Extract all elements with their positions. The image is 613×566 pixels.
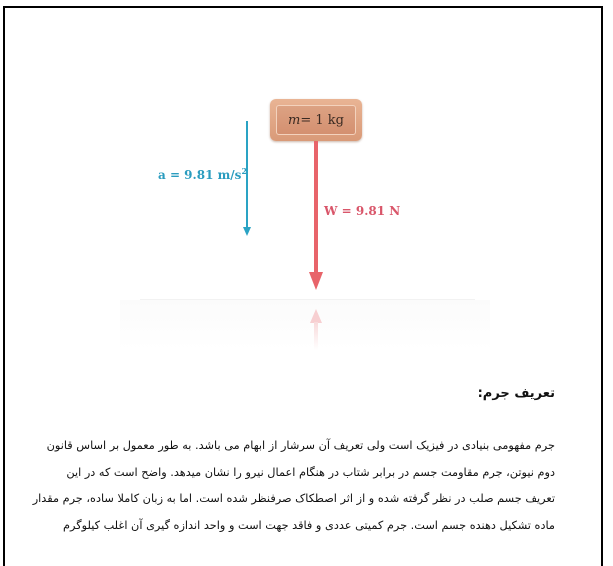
paragraph-line: دوم نیوتن، جرم مقاومت جسم در برابر شتاب در هنگام اعمال نیرو را نشان میدهد. واضح است که در این xyxy=(66,465,555,479)
acceleration-exponent: 2 xyxy=(241,166,248,176)
weight-arrow-shaft xyxy=(314,141,318,274)
paragraph-line: ماده تشکیل دهنده جسم است. جرم کمیتی عددی و فاقد جهت است و واحد اندازه گیری آن اغلب کیلوگرم xyxy=(63,518,555,532)
reflection-arrow-shaft xyxy=(314,322,318,350)
mass-box xyxy=(270,99,362,141)
section-paragraph xyxy=(32,433,555,539)
acceleration-label xyxy=(158,166,247,182)
figure-reflection xyxy=(120,300,490,350)
mass-label xyxy=(276,105,356,135)
reflection-arrow-head-icon xyxy=(310,309,322,323)
weight-arrow-head-icon xyxy=(309,272,323,290)
section-heading: تعریف جرم: xyxy=(477,386,555,401)
weight-label: W = 9.81 N xyxy=(324,204,401,218)
floor-line xyxy=(140,299,475,300)
paragraph-line: جرم مفهومی بنیادی در فیزیک است ولی تعریف آن سرشار از ابهام می باشد. به طور معمول بر اساس قانون xyxy=(46,439,555,452)
acceleration-arrow-head-icon xyxy=(243,227,251,236)
acceleration-text: a = 9.81 m/s xyxy=(158,168,242,182)
mass-value: = 1 kg xyxy=(300,112,344,128)
mass-variable: m xyxy=(288,112,301,128)
paragraph-line: تعریف جسم صلب در نظر گرفته شده و از اثر اصطکاک صرفنظر شده است. اما به زبان کاملا ساده، جرم مقدار xyxy=(32,492,555,505)
